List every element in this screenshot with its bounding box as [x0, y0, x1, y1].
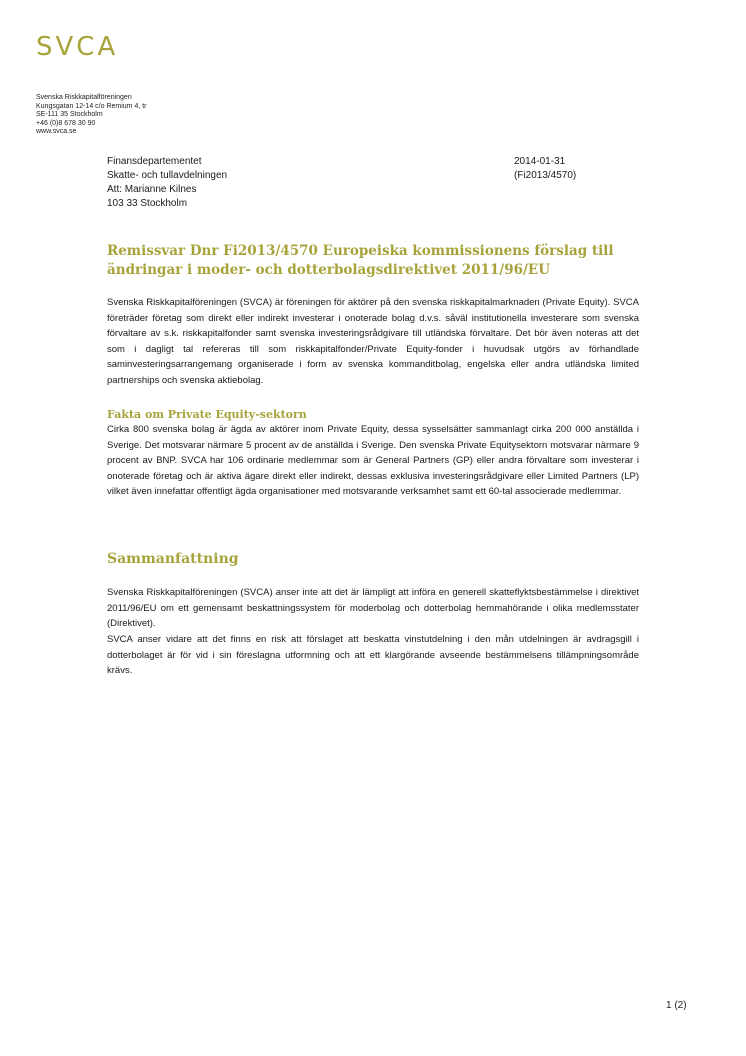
recipient-line: Att: Marianne Kilnes [107, 184, 197, 195]
document-date: 2014-01-31 [514, 156, 566, 167]
intro-paragraph: Svenska Riskkapitalföreningen (SVCA) är föreningen för aktörer på den svenska riskkapitalmarknaden (Private Equity). SVCA företräder företag som direkt eller indirekt investerar i onoterade bolag d.v.s. såväl institutionella investerare som svenska förvaltare av s.k. riskkapitalfonder samt svenska investeringsrådgivare till utländska förvaltare. Det bör även noteras att det som i dagligt tal refereras till som riskkapitalfonder/Private Equity-fonder i huvudsak utgörs av förhandlade saminvesteringsarrangemang organiserade i form av svenska kommanditbolag, engelska eller andra utländska limited partnerships och svenska aktiebolag. [107, 297, 639, 386]
summary-paragraph-2: SVCA anser vidare att det finns en risk att förslaget att beskatta vinstutdelning i den mån utdelningen är avdragsgill i dotterbolaget är för vid i sin föreslagna utformning och att ett klargörande avseende bestämmelsens tillämpningsområde krävs. [107, 634, 639, 677]
recipient-line: 103 33 Stockholm [107, 198, 188, 209]
sender-line: Kungsgatan 12-14 c/o Remium 4, tr [36, 102, 147, 110]
sender-website: www.svca.se [36, 128, 77, 136]
document-reference: (Fi2013/4570) [514, 170, 577, 181]
sender-address [36, 94, 286, 137]
recipient-line: Finansdepartementet [107, 156, 202, 167]
page-number: 1 (2) [666, 1000, 687, 1011]
sender-line: SE-111 35 Stockholm [36, 111, 103, 119]
summary-paragraph-1: Svenska Riskkapitalföreningen (SVCA) anser inte att det är lämpligt att införa en generell skatteflyktsbestämmelse i direktivet 2011/96/EU om ett gemensamt beskattningssystem för moderbolag och dotterbolag hemmahörande i olika medlemsstater (Direktivet). [107, 587, 639, 630]
sender-line: +46 (0)8 678 30 90 [36, 119, 96, 127]
facts-paragraph: Cirka 800 svenska bolag är ägda av aktörer inom Private Equity, dessa sysselsätter sammanlagt cirka 200 000 anställda i Sverige. Det motsvarar närmare 5 procent av de anställda i Sverige. Den svenska Private Equitysektorn motsvarar närmare 9 procent av BNP. SVCA har 106 ordinarie medlemmar som är General Partners (GP) eller andra förvaltare som investerar i onoterade företag och är aktiva ägare direkt eller indirekt, dessas exklusiva investeringsrådgivare eller Limited Partners (LP) vilket även innefattar offentligt ägda organisationer med motsvarande verksamhet samt ett 60-tal associerade medlemmar. [107, 424, 639, 498]
recipient-address [107, 155, 407, 211]
svca-logo: SVCA [36, 32, 119, 62]
summary-heading: Sammanfattning [107, 551, 239, 567]
title-line-1: Remissvar Dnr Fi2013/4570 Europeiska kommissionens förslag till [107, 243, 614, 259]
recipient-line: Skatte- och tullavdelningen [107, 170, 228, 181]
title-line-2: ändringar i moder- och dotterbolagsdirektivet 2011/96/EU [107, 262, 550, 278]
document-title [107, 242, 647, 280]
document-meta [514, 155, 654, 183]
sender-line: Svenska Riskkapitalföreningen [36, 94, 132, 101]
facts-heading: Fakta om Private Equity-sektorn [107, 408, 307, 421]
